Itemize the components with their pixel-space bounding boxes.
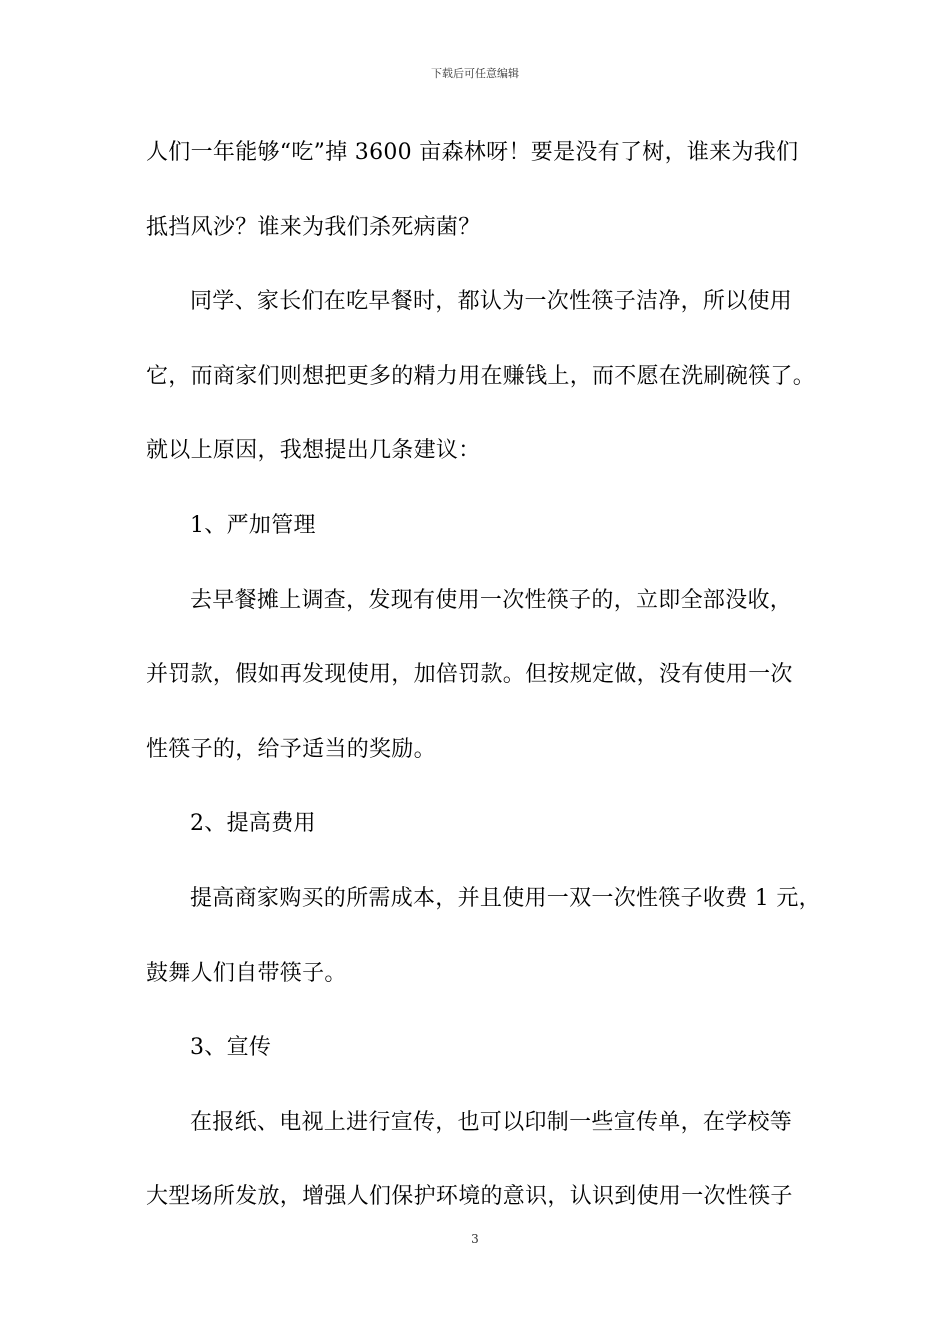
text-line: 人们一年能够“吃”掉 3600 亩森林呀！要是没有了树，谁来为我们	[146, 140, 799, 165]
paragraph-start: 提高商家购买的所需成本，并且使用一双一次性筷子收费 1 元，	[190, 885, 821, 911]
section-heading: 3、宣传	[190, 1035, 272, 1061]
paragraph-start: 同学、家长们在吃早餐时，都认为一次性筷子洁净，所以使用	[190, 289, 793, 315]
text-line: 大型场所发放，增强人们保护环境的意识，认识到使用一次性筷子	[146, 1184, 793, 1210]
text-line: 并罚款，假如再发现使用，加倍罚款。但按规定做，没有使用一次	[146, 662, 793, 688]
text-line: 它，而商家们则想把更多的精力用在赚钱上，而不愿在洗刷碗筷了。	[146, 363, 816, 389]
text-line: 性筷子的，给予适当的奖励。	[146, 736, 436, 762]
body-text	[146, 131, 826, 1250]
page-number: 3	[471, 1232, 479, 1246]
section-heading: 1、严加管理	[190, 512, 316, 538]
text-line: 鼓舞人们自带筷子。	[146, 960, 347, 986]
text-line: 抵挡风沙？谁来为我们杀死病菌？	[146, 214, 481, 240]
page-header: 下载后可任意编辑	[431, 67, 519, 80]
paragraph-start: 在报纸、电视上进行宣传，也可以印制一些宣传单，在学校等	[190, 1109, 793, 1135]
text-line: 就以上原因，我想提出几条建议：	[146, 438, 481, 464]
section-heading: 2、提高费用	[190, 811, 316, 837]
paragraph-start: 去早餐摊上调查，发现有使用一次性筷子的，立即全部没收，	[190, 587, 793, 613]
